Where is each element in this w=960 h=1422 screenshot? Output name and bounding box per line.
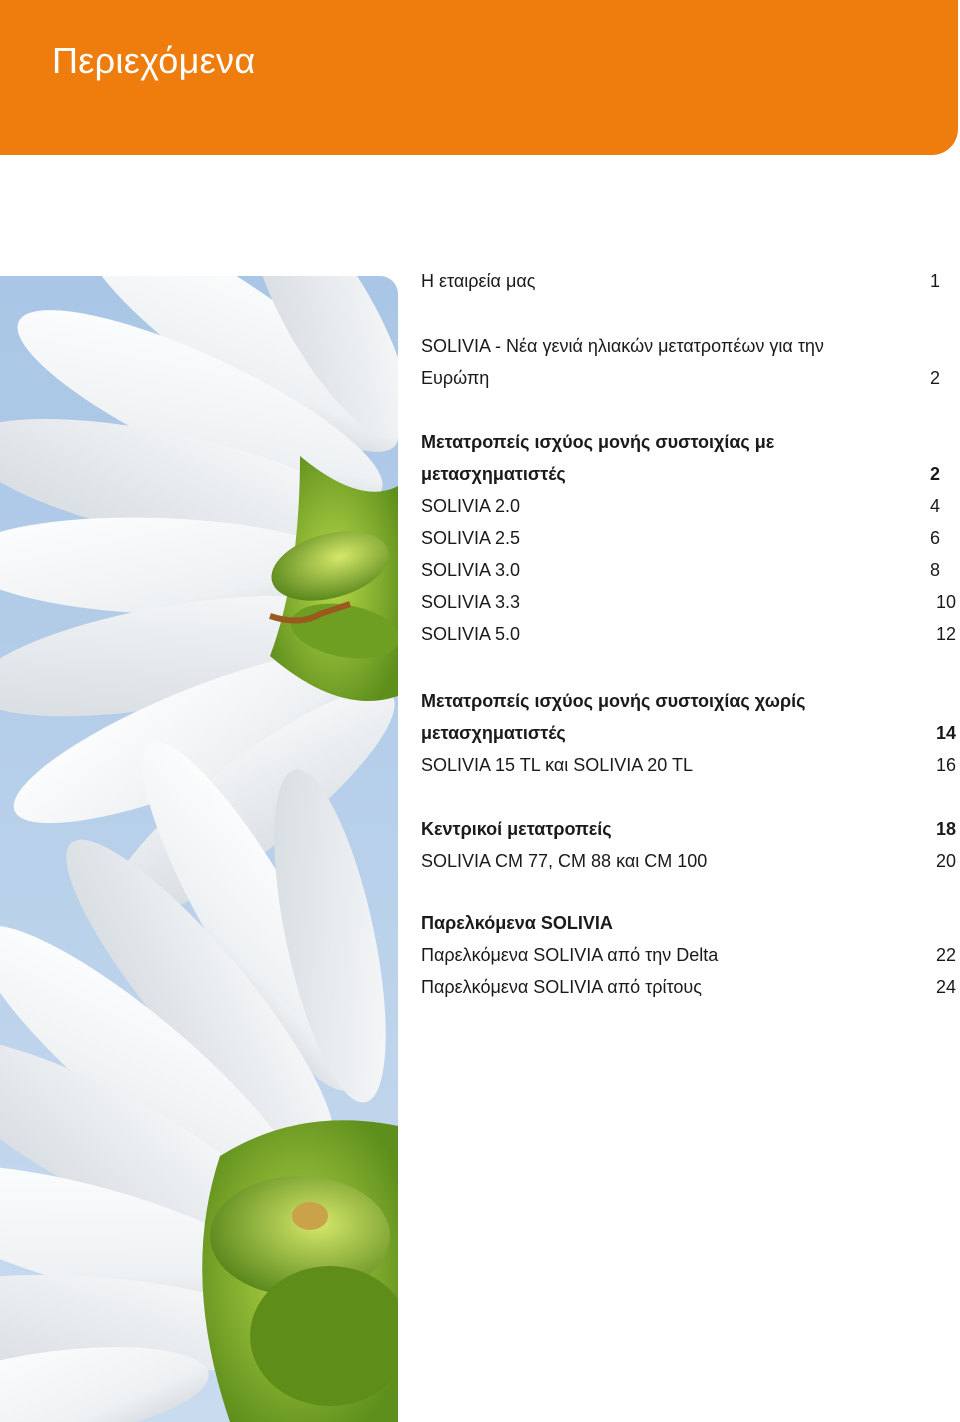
toc-entry-page: 8: [929, 560, 940, 580]
toc-entry-label: SOLIVIA CM 77, CM 88 και CM 100: [421, 851, 708, 871]
toc-entry[interactable]: [421, 848, 956, 874]
toc-section-heading[interactable]: [421, 688, 956, 714]
toc-entry-page: 2: [929, 464, 940, 484]
daisy-flower-photo: [0, 276, 398, 1422]
toc-entry[interactable]: [421, 268, 956, 294]
toc-entry[interactable]: [421, 525, 956, 551]
toc-entry-page: 6: [929, 528, 940, 548]
toc-entry-page: 18: [935, 819, 956, 839]
header-bar: [0, 0, 958, 155]
toc-entry[interactable]: [421, 589, 956, 615]
toc-entry-label: Η εταιρεία μας: [421, 271, 536, 291]
toc-entry-label: SOLIVIA 3.3: [421, 592, 521, 612]
toc-entry-label: Μετατροπείς ισχύος μονής συστοιχίας χωρίς: [421, 691, 806, 711]
toc-entry-label: Κεντρικοί μετατροπείς: [421, 819, 612, 839]
toc-entry[interactable]: [421, 942, 956, 968]
toc-entry-label: Ευρώπη: [421, 368, 490, 388]
toc-entry-label: SOLIVIA 15 TL και SOLIVIA 20 TL: [421, 755, 694, 775]
toc-entry-label: Παρελκόμενα SOLIVIA από τρίτους: [421, 977, 702, 997]
toc-section-heading[interactable]: [421, 910, 956, 936]
toc-section-heading[interactable]: [421, 720, 956, 746]
page-title: Περιεχόμενα: [52, 40, 256, 81]
toc-entry-label: SOLIVIA 5.0: [421, 624, 521, 644]
toc-entry-label: SOLIVIA 3.0: [421, 560, 521, 580]
toc-entry-label: Μετατροπείς ισχύος μονής συστοιχίας με: [421, 432, 775, 452]
toc-entry-label: μετασχηματιστές: [421, 464, 566, 484]
toc-entry-page: 24: [935, 977, 956, 997]
toc-entry-label: μετασχηματιστές: [421, 723, 566, 743]
toc-entry-page: 16: [935, 755, 956, 775]
toc-entry[interactable]: [421, 752, 956, 778]
toc-entry-page: 2: [929, 368, 940, 388]
toc-entry-label: Παρελκόμενα SOLIVIA: [421, 913, 613, 933]
toc-entry[interactable]: [421, 557, 956, 583]
toc-section-heading[interactable]: [421, 461, 956, 487]
toc-entry-page: 4: [929, 496, 940, 516]
toc-entry-label: SOLIVIA - Νέα γενιά ηλιακών μετατροπέων για την: [421, 336, 824, 356]
toc-entry-page: 14: [935, 723, 956, 743]
toc-section-heading[interactable]: [421, 816, 956, 842]
toc-entry-page: 22: [935, 945, 956, 965]
toc-entry-page: 20: [935, 851, 956, 871]
toc-entry-label: Παρελκόμενα SOLIVIA από την Delta: [421, 945, 719, 965]
toc-entry[interactable]: [421, 333, 956, 359]
toc-entry-page: 10: [935, 592, 956, 612]
toc-entry[interactable]: [421, 365, 956, 391]
toc-entry[interactable]: [421, 493, 956, 519]
toc-section-heading[interactable]: [421, 429, 956, 455]
toc-entry[interactable]: [421, 621, 956, 647]
toc-entry-page: 12: [935, 624, 956, 644]
toc-entry[interactable]: [421, 974, 956, 1000]
toc-entry-label: SOLIVIA 2.5: [421, 528, 521, 548]
toc-entry-label: SOLIVIA 2.0: [421, 496, 521, 516]
toc-entry-page: 1: [929, 271, 940, 291]
